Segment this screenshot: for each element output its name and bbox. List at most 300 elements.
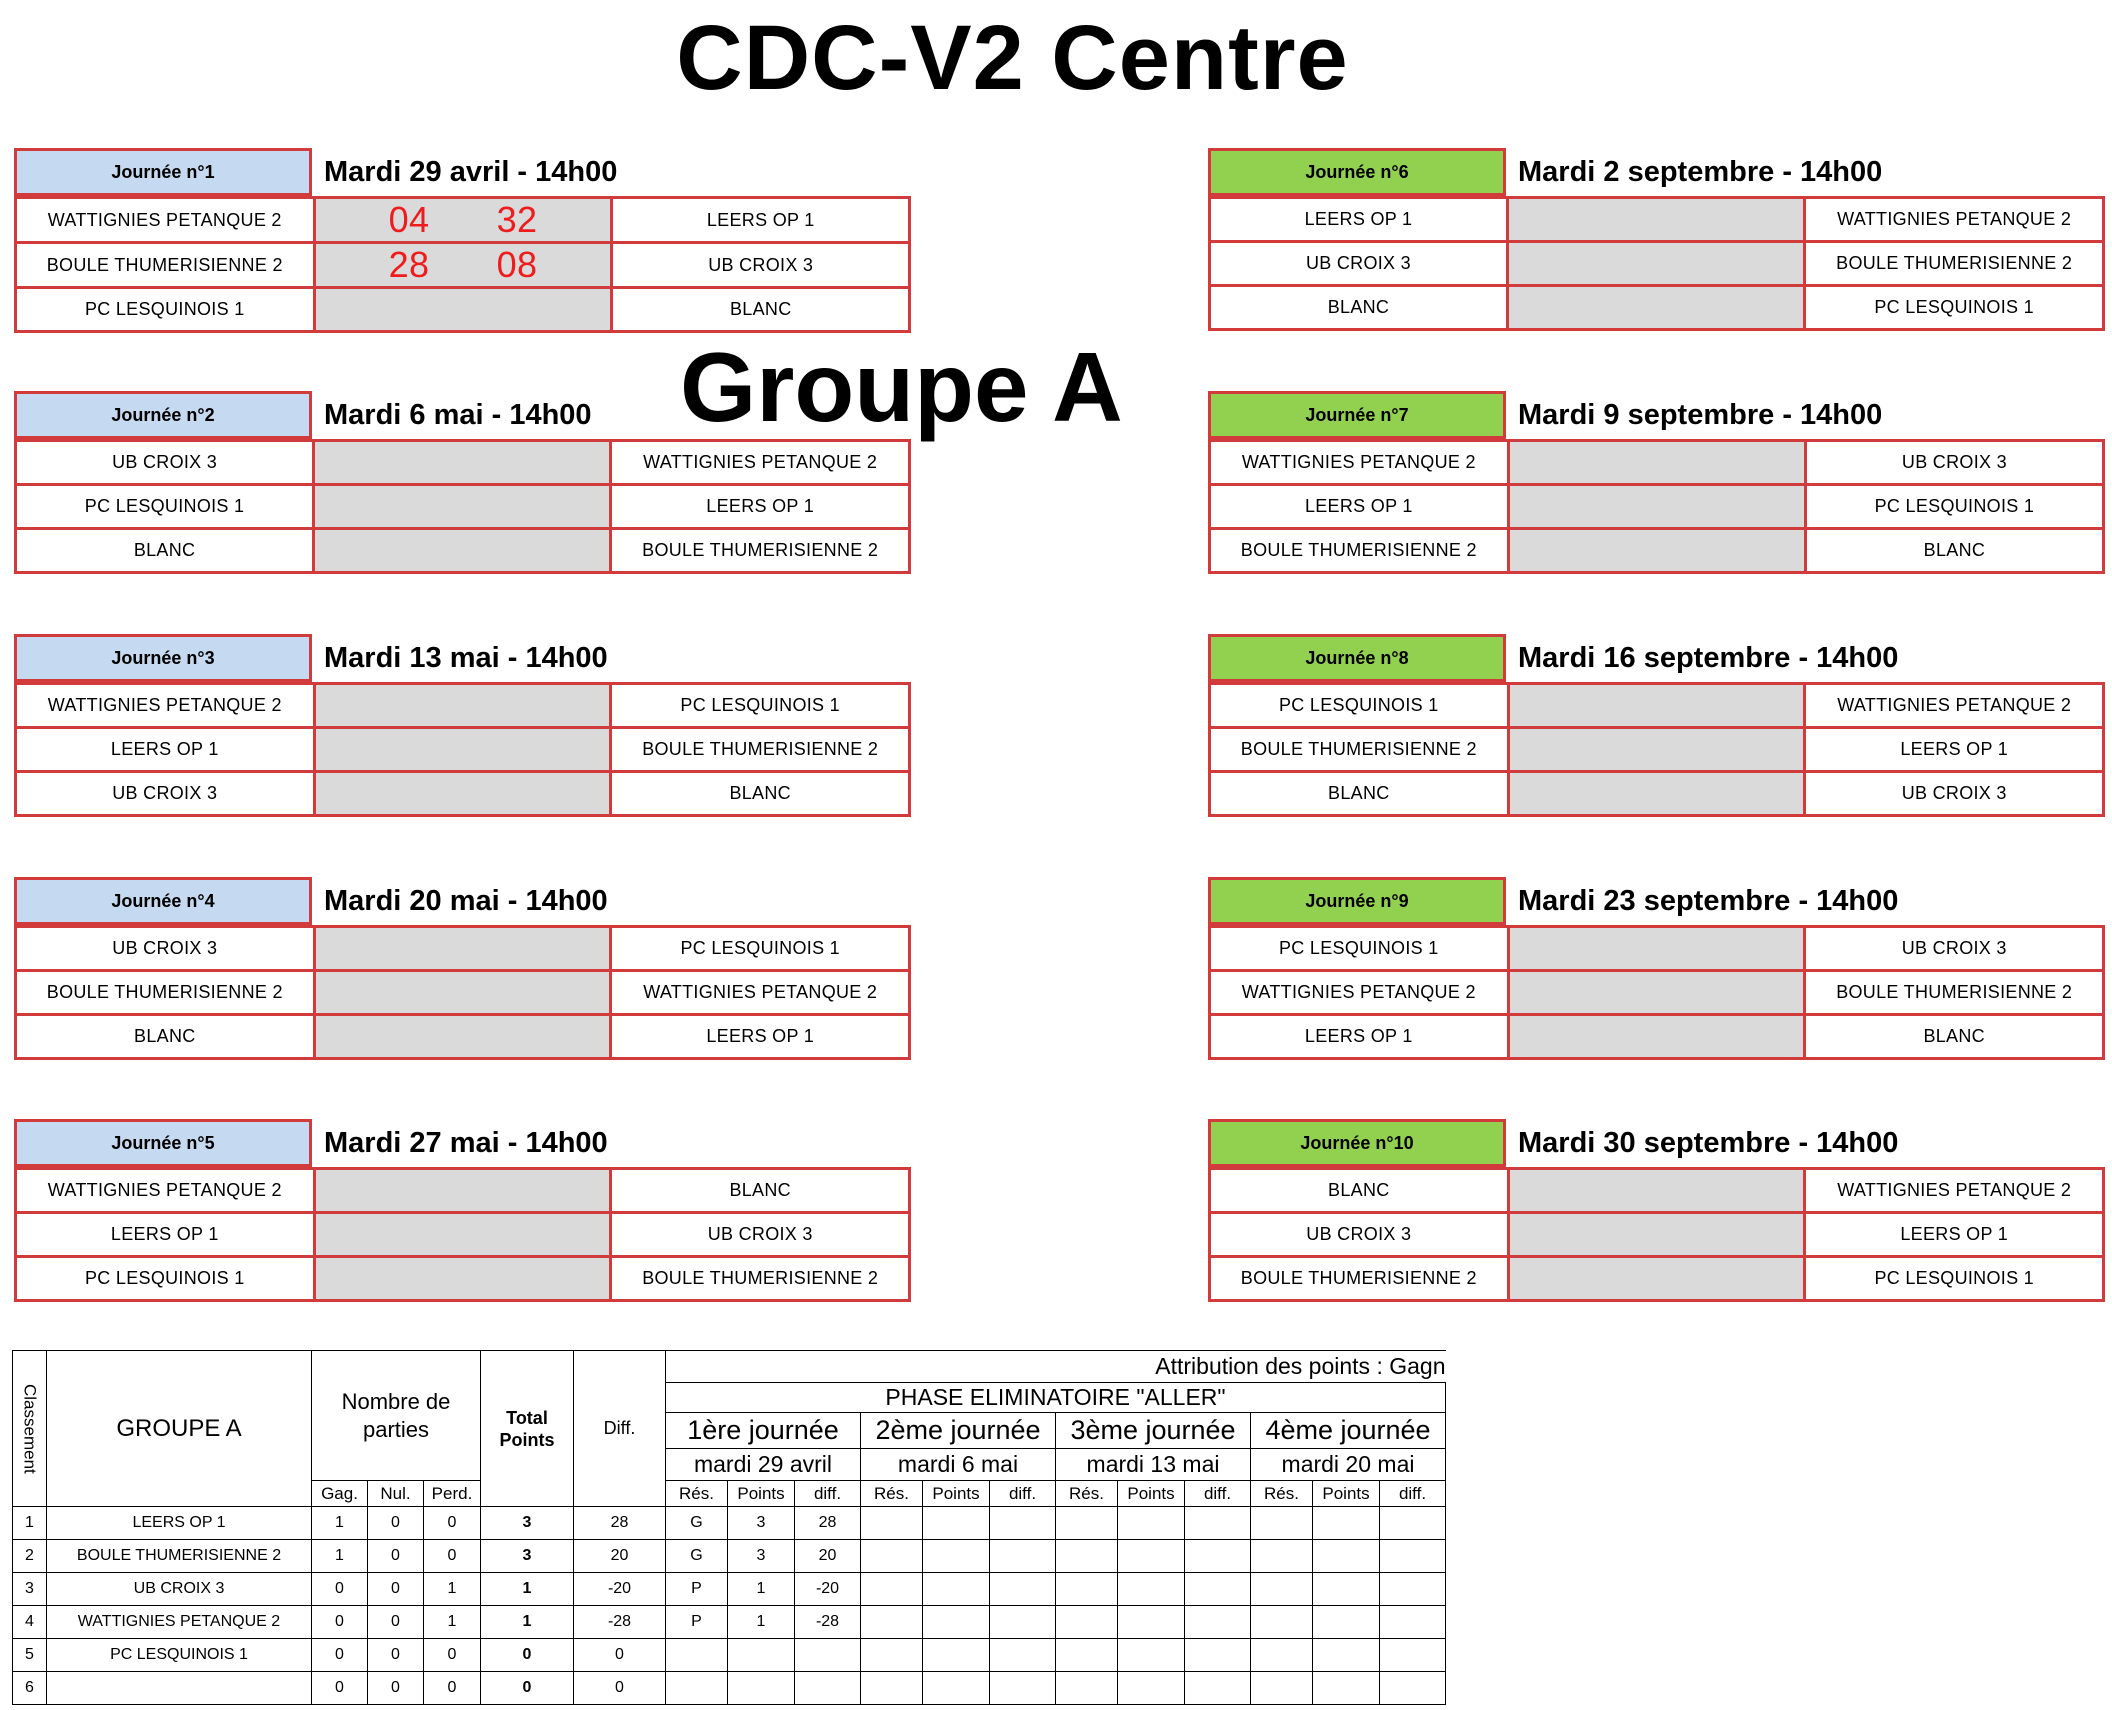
home-team: BLANC xyxy=(1210,286,1508,330)
match-row xyxy=(1210,971,2104,1015)
empty-result-cell xyxy=(1313,1672,1380,1705)
score-cell xyxy=(314,1015,611,1059)
journee-block-8 xyxy=(1208,634,2105,832)
empty-result-cell xyxy=(1185,1672,1251,1705)
away-team: LEERS OP 1 xyxy=(1805,728,2104,772)
sub-diff-header: diff. xyxy=(990,1481,1056,1507)
match-row xyxy=(16,243,910,288)
score-cell xyxy=(1508,1015,1805,1059)
empty-result-cell xyxy=(1251,1573,1313,1606)
home-team: UB CROIX 3 xyxy=(16,441,314,485)
journee-date: Mardi 9 septembre - 14h00 xyxy=(1518,399,1883,431)
score-cell xyxy=(314,198,612,243)
total-cell: 3 xyxy=(481,1507,574,1540)
day1-res-cell: G xyxy=(666,1540,728,1573)
match-row xyxy=(16,1213,910,1257)
day-name-header: 3ème journée xyxy=(1056,1413,1251,1449)
day1-res-cell: P xyxy=(666,1573,728,1606)
journee-label: Journée n°5 xyxy=(14,1119,312,1167)
gag-cell: 1 xyxy=(312,1540,368,1573)
points-attribution-note: Attribution des points : Gagn xyxy=(666,1351,1446,1383)
day1-points-cell xyxy=(728,1639,795,1672)
gag-cell: 0 xyxy=(312,1672,368,1705)
home-team: UB CROIX 3 xyxy=(1210,242,1508,286)
empty-result-cell xyxy=(1056,1573,1118,1606)
away-team: PC LESQUINOIS 1 xyxy=(611,684,910,728)
rank-cell: 4 xyxy=(13,1606,47,1639)
team-cell: WATTIGNIES PETANQUE 2 xyxy=(47,1606,312,1639)
group-title: Groupe A xyxy=(680,332,1123,442)
empty-result-cell xyxy=(1056,1639,1118,1672)
home-team: BOULE THUMERISIENNE 2 xyxy=(16,971,315,1015)
match-row xyxy=(1210,529,2104,573)
empty-result-cell xyxy=(1313,1507,1380,1540)
journee-block-6 xyxy=(1208,148,2105,346)
away-team: UB CROIX 3 xyxy=(611,1213,910,1257)
empty-result-cell xyxy=(1118,1672,1185,1705)
empty-result-cell xyxy=(1056,1672,1118,1705)
match-row xyxy=(16,198,910,243)
sub-res-header: Rés. xyxy=(861,1481,923,1507)
score-cell xyxy=(314,684,611,728)
match-row xyxy=(16,772,910,816)
match-table xyxy=(14,196,911,333)
match-row xyxy=(1210,198,2104,242)
away-team: BLANC xyxy=(1805,1015,2104,1059)
empty-result-cell xyxy=(861,1507,923,1540)
home-team: PC LESQUINOIS 1 xyxy=(1210,684,1509,728)
match-row xyxy=(1210,1257,2104,1301)
journee-label: Journée n°1 xyxy=(14,148,312,196)
empty-result-cell xyxy=(1118,1639,1185,1672)
rank-cell: 6 xyxy=(13,1672,47,1705)
empty-result-cell xyxy=(990,1606,1056,1639)
journee-label: Journée n°8 xyxy=(1208,634,1506,682)
home-team: BOULE THUMERISIENNE 2 xyxy=(1210,728,1509,772)
sub-diff-header: diff. xyxy=(795,1481,861,1507)
match-row xyxy=(16,1257,910,1301)
empty-result-cell xyxy=(990,1672,1056,1705)
away-team: BOULE THUMERISIENNE 2 xyxy=(611,529,910,573)
match-table xyxy=(1208,925,2105,1060)
home-team: LEERS OP 1 xyxy=(1210,198,1508,242)
score-cell xyxy=(314,243,612,288)
journee-block-7 xyxy=(1208,391,2105,589)
journee-date: Mardi 23 septembre - 14h00 xyxy=(1518,885,1899,917)
away-team: BLANC xyxy=(611,1169,910,1213)
nul-cell: 0 xyxy=(368,1540,424,1573)
score-cell xyxy=(314,1169,611,1213)
standings-row xyxy=(13,1606,1446,1639)
empty-result-cell xyxy=(990,1540,1056,1573)
empty-result-cell xyxy=(1185,1540,1251,1573)
empty-result-cell xyxy=(1380,1507,1446,1540)
empty-result-cell xyxy=(923,1672,990,1705)
empty-result-cell xyxy=(1185,1507,1251,1540)
match-table xyxy=(14,925,911,1060)
match-row xyxy=(1210,1169,2104,1213)
empty-result-cell xyxy=(861,1573,923,1606)
score-cell xyxy=(314,485,611,529)
match-row xyxy=(16,971,910,1015)
journee-label: Journée n°2 xyxy=(14,391,312,439)
day-name-header: 2ème journée xyxy=(861,1413,1056,1449)
journee-date: Mardi 27 mai - 14h00 xyxy=(324,1127,608,1159)
score-cell xyxy=(1507,286,1804,330)
day-date-header: mardi 6 mai xyxy=(861,1449,1056,1481)
sub-points-header: Points xyxy=(728,1481,795,1507)
match-row xyxy=(16,441,910,485)
perd-header: Perd. xyxy=(424,1481,481,1507)
diff-cell: 0 xyxy=(574,1672,666,1705)
journee-block-5 xyxy=(14,1119,911,1317)
score-cell xyxy=(1508,485,1805,529)
day-date-header: mardi 29 avril xyxy=(666,1449,861,1481)
match-row xyxy=(1210,927,2104,971)
phase-header: PHASE ELIMINATOIRE "ALLER" xyxy=(666,1383,1446,1413)
score-cell xyxy=(314,1213,611,1257)
home-team: BOULE THUMERISIENNE 2 xyxy=(16,243,315,288)
empty-result-cell xyxy=(1380,1573,1446,1606)
empty-result-cell xyxy=(1118,1507,1185,1540)
match-row xyxy=(1210,286,2104,330)
perd-cell: 0 xyxy=(424,1540,481,1573)
empty-result-cell xyxy=(1251,1540,1313,1573)
match-table xyxy=(1208,1167,2105,1302)
home-team: LEERS OP 1 xyxy=(1210,485,1509,529)
away-team: UB CROIX 3 xyxy=(1805,441,2103,485)
score-cell xyxy=(314,728,611,772)
total-cell: 0 xyxy=(481,1672,574,1705)
home-team: WATTIGNIES PETANQUE 2 xyxy=(1210,441,1509,485)
score-cell xyxy=(1508,728,1805,772)
empty-result-cell xyxy=(1118,1606,1185,1639)
score-cell xyxy=(314,529,611,573)
score-cell xyxy=(314,288,612,332)
empty-result-cell xyxy=(861,1639,923,1672)
score-cell xyxy=(1508,529,1805,573)
score-cell xyxy=(1507,198,1804,242)
rank-cell: 1 xyxy=(13,1507,47,1540)
away-team: BLANC xyxy=(612,288,910,332)
day1-res-cell xyxy=(666,1672,728,1705)
match-row xyxy=(1210,684,2104,728)
day1-diff-cell: -28 xyxy=(795,1606,861,1639)
match-row xyxy=(16,485,910,529)
score-away: 08 xyxy=(496,244,538,285)
match-table xyxy=(14,439,911,574)
empty-result-cell xyxy=(861,1606,923,1639)
journee-block-9 xyxy=(1208,877,2105,1075)
gag-cell: 1 xyxy=(312,1507,368,1540)
away-team: BOULE THUMERISIENNE 2 xyxy=(1805,242,2104,286)
away-team: LEERS OP 1 xyxy=(612,198,910,243)
standings-row xyxy=(13,1672,1446,1705)
empty-result-cell xyxy=(1380,1540,1446,1573)
away-team: PC LESQUINOIS 1 xyxy=(611,927,910,971)
standings-table xyxy=(12,1350,1446,1705)
score-cell xyxy=(1508,684,1805,728)
match-row xyxy=(1210,1015,2104,1059)
home-team: BLANC xyxy=(1210,1169,1509,1213)
day1-points-cell: 3 xyxy=(728,1507,795,1540)
day1-diff-cell: 28 xyxy=(795,1507,861,1540)
home-team: BOULE THUMERISIENNE 2 xyxy=(1210,1257,1509,1301)
away-team: BOULE THUMERISIENNE 2 xyxy=(1805,971,2104,1015)
nul-cell: 0 xyxy=(368,1507,424,1540)
match-row xyxy=(1210,242,2104,286)
empty-result-cell xyxy=(1313,1540,1380,1573)
diff-cell: 0 xyxy=(574,1639,666,1672)
away-team: BLANC xyxy=(611,772,910,816)
journee-date: Mardi 16 septembre - 14h00 xyxy=(1518,642,1899,674)
match-row xyxy=(1210,1213,2104,1257)
home-team: UB CROIX 3 xyxy=(1210,1213,1509,1257)
day1-res-cell xyxy=(666,1639,728,1672)
rank-cell: 3 xyxy=(13,1573,47,1606)
sub-res-header: Rés. xyxy=(1056,1481,1118,1507)
journee-date: Mardi 20 mai - 14h00 xyxy=(324,885,608,917)
away-team: BLANC xyxy=(1805,529,2103,573)
journee-label: Journée n°10 xyxy=(1208,1119,1506,1167)
empty-result-cell xyxy=(990,1639,1056,1672)
total-cell: 1 xyxy=(481,1606,574,1639)
match-table xyxy=(1208,196,2105,331)
sub-diff-header: diff. xyxy=(1380,1481,1446,1507)
empty-result-cell xyxy=(990,1573,1056,1606)
day1-points-cell: 1 xyxy=(728,1606,795,1639)
home-team: WATTIGNIES PETANQUE 2 xyxy=(16,1169,315,1213)
journee-date: Mardi 6 mai - 14h00 xyxy=(324,399,592,431)
gag-cell: 0 xyxy=(312,1639,368,1672)
sub-points-header: Points xyxy=(1118,1481,1185,1507)
journee-label: Journée n°9 xyxy=(1208,877,1506,925)
away-team: LEERS OP 1 xyxy=(611,1015,910,1059)
team-cell: UB CROIX 3 xyxy=(47,1573,312,1606)
away-team: PC LESQUINOIS 1 xyxy=(1805,1257,2104,1301)
match-table xyxy=(1208,682,2105,817)
score-cell xyxy=(1508,772,1805,816)
sub-res-header: Rés. xyxy=(666,1481,728,1507)
day1-diff-cell xyxy=(795,1672,861,1705)
score-cell xyxy=(1508,1213,1805,1257)
journee-block-3 xyxy=(14,634,911,832)
sub-points-header: Points xyxy=(923,1481,990,1507)
empty-result-cell xyxy=(1313,1573,1380,1606)
journee-label: Journée n°3 xyxy=(14,634,312,682)
home-team: LEERS OP 1 xyxy=(1210,1015,1509,1059)
gag-header: Gag. xyxy=(312,1481,368,1507)
match-row xyxy=(16,1169,910,1213)
nul-cell: 0 xyxy=(368,1639,424,1672)
team-cell: BOULE THUMERISIENNE 2 xyxy=(47,1540,312,1573)
empty-result-cell xyxy=(1251,1672,1313,1705)
standings-row xyxy=(13,1540,1446,1573)
away-team: LEERS OP 1 xyxy=(611,485,910,529)
day1-diff-cell: -20 xyxy=(795,1573,861,1606)
match-row xyxy=(1210,441,2104,485)
journee-block-2 xyxy=(14,391,911,589)
journee-block-10 xyxy=(1208,1119,2105,1317)
home-team: LEERS OP 1 xyxy=(16,1213,315,1257)
empty-result-cell xyxy=(1056,1507,1118,1540)
day1-res-cell: P xyxy=(666,1606,728,1639)
perd-cell: 1 xyxy=(424,1606,481,1639)
diff-cell: -20 xyxy=(574,1573,666,1606)
home-team: LEERS OP 1 xyxy=(16,728,315,772)
score-cell xyxy=(314,1257,611,1301)
away-team: PC LESQUINOIS 1 xyxy=(1805,485,2103,529)
home-team: BLANC xyxy=(16,1015,315,1059)
empty-result-cell xyxy=(1056,1606,1118,1639)
parties-header: Nombre de parties xyxy=(312,1351,481,1481)
score-cell xyxy=(314,441,611,485)
empty-result-cell xyxy=(861,1540,923,1573)
standings-row xyxy=(13,1573,1446,1606)
empty-result-cell xyxy=(1056,1540,1118,1573)
total-cell: 0 xyxy=(481,1639,574,1672)
day1-diff-cell: 20 xyxy=(795,1540,861,1573)
score-cell xyxy=(1508,1257,1805,1301)
total-points-header: Total Points xyxy=(481,1351,574,1507)
sub-res-header: Rés. xyxy=(1251,1481,1313,1507)
journee-label: Journée n°7 xyxy=(1208,391,1506,439)
empty-result-cell xyxy=(1118,1540,1185,1573)
nul-cell: 0 xyxy=(368,1606,424,1639)
rank-cell: 5 xyxy=(13,1639,47,1672)
diff-cell: 28 xyxy=(574,1507,666,1540)
away-team: UB CROIX 3 xyxy=(612,243,910,288)
score-cell xyxy=(1508,441,1805,485)
away-team: BOULE THUMERISIENNE 2 xyxy=(611,1257,910,1301)
nul-cell: 0 xyxy=(368,1573,424,1606)
journee-date: Mardi 29 avril - 14h00 xyxy=(324,156,618,188)
home-team: UB CROIX 3 xyxy=(16,927,315,971)
home-team: WATTIGNIES PETANQUE 2 xyxy=(16,198,315,243)
standings-row xyxy=(13,1507,1446,1540)
total-cell: 1 xyxy=(481,1573,574,1606)
empty-result-cell xyxy=(923,1639,990,1672)
match-row xyxy=(16,1015,910,1059)
match-row xyxy=(16,529,910,573)
day-name-header: 4ème journée xyxy=(1251,1413,1446,1449)
home-team: WATTIGNIES PETANQUE 2 xyxy=(1210,971,1509,1015)
home-team: PC LESQUINOIS 1 xyxy=(16,1257,315,1301)
group-header: GROUPE A xyxy=(47,1351,312,1507)
score-cell xyxy=(1507,242,1804,286)
score-cell xyxy=(1508,971,1805,1015)
match-table xyxy=(1208,439,2105,574)
nul-cell: 0 xyxy=(368,1672,424,1705)
score-cell xyxy=(1508,1169,1805,1213)
match-row xyxy=(16,728,910,772)
score-cell xyxy=(1508,927,1805,971)
away-team: WATTIGNIES PETANQUE 2 xyxy=(1805,1169,2104,1213)
empty-result-cell xyxy=(1251,1639,1313,1672)
gag-cell: 0 xyxy=(312,1606,368,1639)
team-cell xyxy=(47,1672,312,1705)
empty-result-cell xyxy=(1251,1507,1313,1540)
journee-label: Journée n°4 xyxy=(14,877,312,925)
team-cell: LEERS OP 1 xyxy=(47,1507,312,1540)
empty-result-cell xyxy=(923,1606,990,1639)
journee-block-4 xyxy=(14,877,911,1075)
empty-result-cell xyxy=(1380,1639,1446,1672)
away-team: WATTIGNIES PETANQUE 2 xyxy=(1805,684,2104,728)
away-team: UB CROIX 3 xyxy=(1805,927,2104,971)
score-cell xyxy=(314,772,611,816)
away-team: WATTIGNIES PETANQUE 2 xyxy=(611,441,910,485)
empty-result-cell xyxy=(923,1507,990,1540)
day1-res-cell: G xyxy=(666,1507,728,1540)
perd-cell: 0 xyxy=(424,1507,481,1540)
away-team: WATTIGNIES PETANQUE 2 xyxy=(611,971,910,1015)
home-team: BLANC xyxy=(1210,772,1509,816)
score-cell xyxy=(314,927,611,971)
page-title: CDC-V2 Centre xyxy=(676,7,1349,109)
day1-points-cell: 1 xyxy=(728,1573,795,1606)
day1-points-cell: 3 xyxy=(728,1540,795,1573)
score-away: 32 xyxy=(496,199,538,240)
score-home: 04 xyxy=(388,199,430,240)
match-table xyxy=(14,1167,911,1302)
diff-header: Diff. xyxy=(574,1351,666,1507)
sub-points-header: Points xyxy=(1313,1481,1380,1507)
score-cell xyxy=(314,971,611,1015)
day-date-header: mardi 20 mai xyxy=(1251,1449,1446,1481)
match-row xyxy=(16,684,910,728)
perd-cell: 1 xyxy=(424,1573,481,1606)
total-cell: 3 xyxy=(481,1540,574,1573)
nul-header: Nul. xyxy=(368,1481,424,1507)
away-team: UB CROIX 3 xyxy=(1805,772,2104,816)
home-team: WATTIGNIES PETANQUE 2 xyxy=(16,684,315,728)
away-team: WATTIGNIES PETANQUE 2 xyxy=(1805,198,2104,242)
perd-cell: 0 xyxy=(424,1672,481,1705)
score-home: 28 xyxy=(388,244,430,285)
empty-result-cell xyxy=(861,1672,923,1705)
day1-diff-cell xyxy=(795,1639,861,1672)
empty-result-cell xyxy=(1251,1606,1313,1639)
match-row xyxy=(16,288,910,332)
away-team: PC LESQUINOIS 1 xyxy=(1805,286,2104,330)
home-team: PC LESQUINOIS 1 xyxy=(16,288,315,332)
rank-cell: 2 xyxy=(13,1540,47,1573)
empty-result-cell xyxy=(1185,1606,1251,1639)
empty-result-cell xyxy=(1185,1639,1251,1672)
match-row xyxy=(1210,772,2104,816)
journee-label: Journée n°6 xyxy=(1208,148,1506,196)
journee-date: Mardi 13 mai - 14h00 xyxy=(324,642,608,674)
empty-result-cell xyxy=(1380,1672,1446,1705)
home-team: BOULE THUMERISIENNE 2 xyxy=(1210,529,1509,573)
diff-cell: 20 xyxy=(574,1540,666,1573)
perd-cell: 0 xyxy=(424,1639,481,1672)
home-team: PC LESQUINOIS 1 xyxy=(1210,927,1509,971)
match-row xyxy=(1210,728,2104,772)
day-name-header: 1ère journée xyxy=(666,1413,861,1449)
day1-points-cell xyxy=(728,1672,795,1705)
match-row xyxy=(1210,485,2104,529)
journee-block-1 xyxy=(14,148,911,346)
standings-row xyxy=(13,1639,1446,1672)
team-cell: PC LESQUINOIS 1 xyxy=(47,1639,312,1672)
journee-date: Mardi 30 septembre - 14h00 xyxy=(1518,1127,1899,1159)
empty-result-cell xyxy=(1118,1573,1185,1606)
empty-result-cell xyxy=(1313,1639,1380,1672)
empty-result-cell xyxy=(923,1540,990,1573)
away-team: BOULE THUMERISIENNE 2 xyxy=(611,728,910,772)
